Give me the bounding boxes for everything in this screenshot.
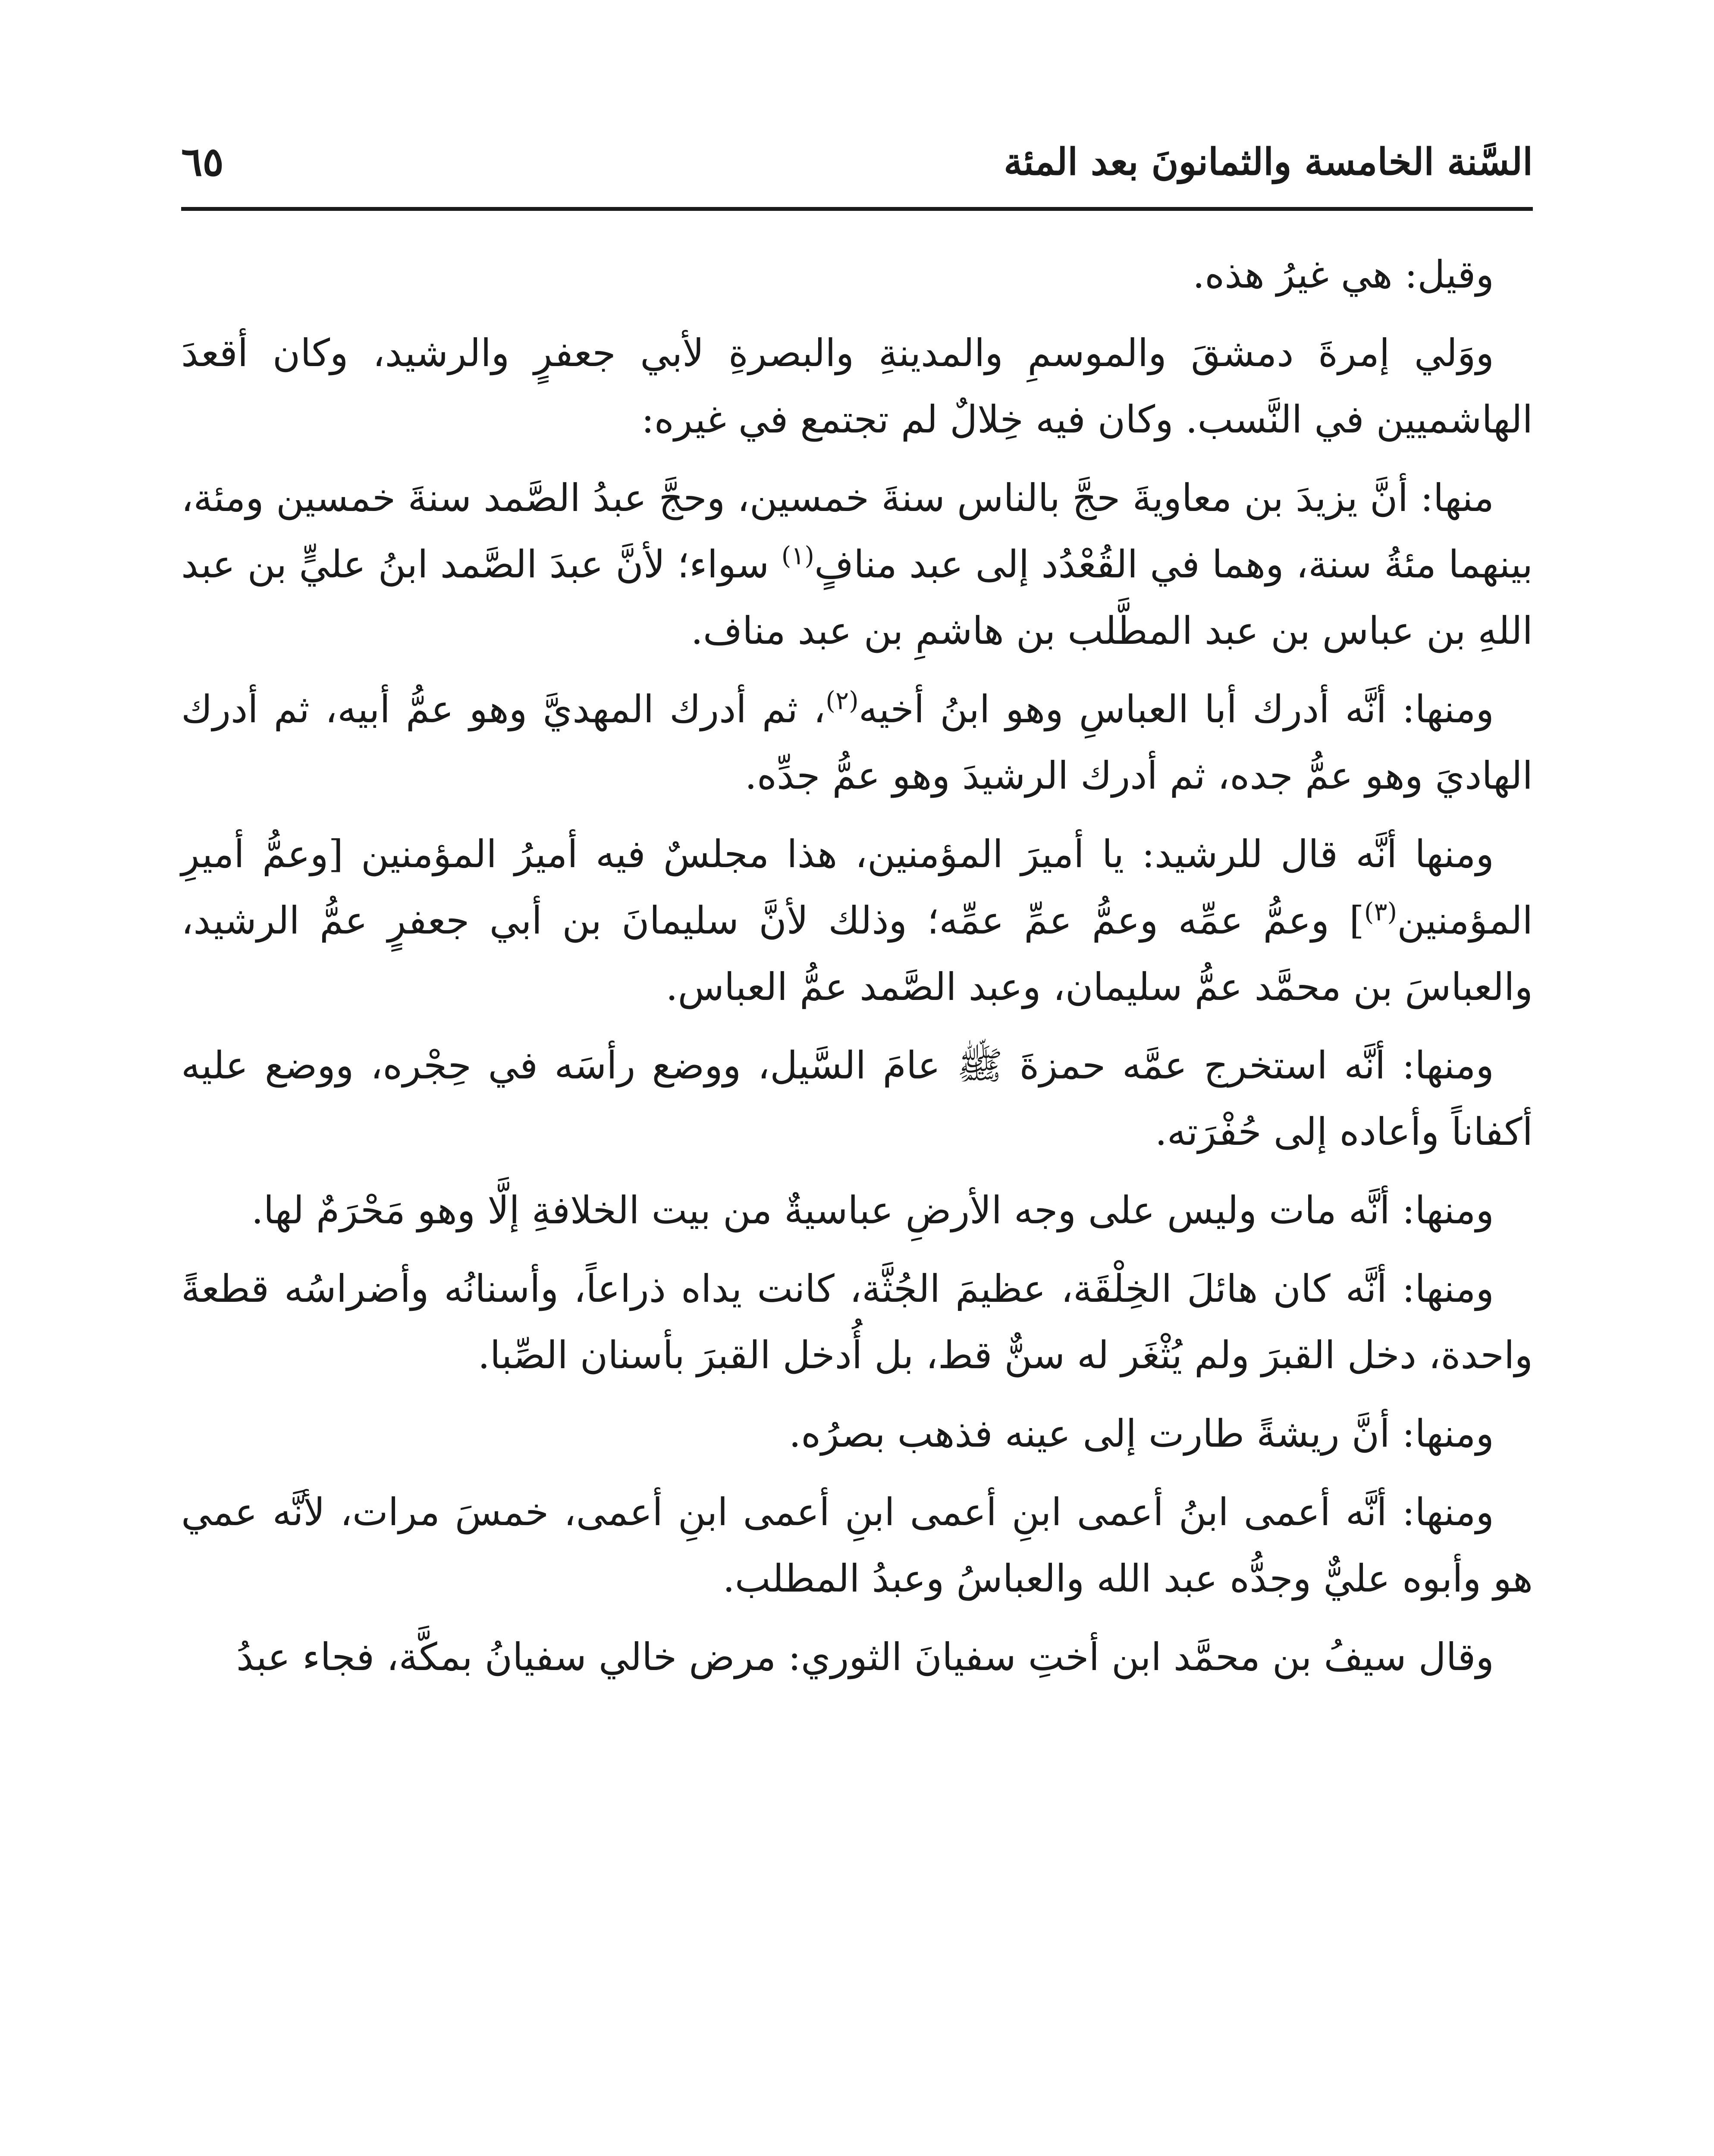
header-rule	[181, 207, 1533, 211]
footnote-ref[interactable]: (٣)	[1364, 897, 1397, 927]
paragraph: ووَلي إمرةَ دمشقَ والموسمِ والمدينةِ والبصرةِ لأبي جعفرٍ والرشيد، وكان أقعدَ الهاشميين في النَّسب. وكان فيه خِلالٌ لم تجتمع في غيره:	[181, 331, 1533, 442]
paragraph: وقال سيفُ بن محمَّد ابن أختِ سفيانَ الثوري: مرض خالي سفيانُ بمكَّة، فجاء عبدُ	[236, 1635, 1494, 1679]
paragraph: ومنها: أنَّه كان هائلَ الخِلْقَة، عظيمَ الجُثَّة، كانت يداه ذراعاً، وأسنانُه وأضراسُه قطعةً واحدة، دخل القبرَ ولم يُثْغَر له سنٌّ قط، بل أُدخل القبرَ بأسنان الصِّبا.	[181, 1266, 1533, 1377]
paragraph: ومنها: أنَّه أعمى ابنُ أعمى ابنِ أعمى ابنِ أعمى ابنِ أعمى، خمسَ مرات، لأنَّه عمي هو وأبوه عليٌّ وجدُّه عبد الله والعباسُ وعبدُ المطلب.	[181, 1490, 1533, 1601]
paragraph: ومنها: أنَّه مات وليس على وجه الأرضِ عباسيةٌ من بيت الخلافةِ إلَّا وهو مَحْرَمٌ لها.	[251, 1188, 1494, 1232]
paragraph: ومنها: أنَّ ريشةً طارت إلى عينه فذهب بصرُه.	[789, 1411, 1494, 1456]
paragraph: ومنها أنَّه قال للرشيد: يا أميرَ المؤمنين، هذا مجلسٌ فيه أميرُ المؤمنين [وعمُّ أميرِ المؤمنين$^{(٣)}$] وعمُّ عمِّه وعمُّ عمِّ عمِّه؛ وذلك لأنَّ سليمانَ بن أبي جعفرٍ عمُّ الرشيد، والعباسَ بن محمَّد عمُّ سليمان، وعبد الصَّمد عمُّ العباس.	[181, 832, 1533, 1009]
paragraph: ومنها: أنَّه أدرك أبا العباسِ وهو ابنُ أخيه$^{(٢)}$، ثم أدرك المهديَّ وهو عمُّ أبيه، ثم أدرك الهاديَ وهو عمُّ جده، ثم أدرك الرشيدَ وهو عمُّ جدِّه.	[181, 686, 1533, 798]
page-number: ٦٥	[181, 138, 224, 185]
running-title: السَّنة الخامسة والثمانونَ بعد المئة	[1004, 140, 1533, 184]
footnote-ref[interactable]: (١)	[781, 541, 814, 570]
paragraph: وقيل: هي غيرُ هذه.	[1193, 252, 1494, 297]
footnote-ref[interactable]: (٢)	[826, 686, 859, 715]
paragraph: ومنها: أنَّه استخرج عمَّه حمزةَ ﷺ عامَ السَّيل، ووضع رأسَه في حِجْره، ووضع عليه أكفاناً وأعاده إلى حُفْرَته.	[181, 1043, 1533, 1154]
paragraph: منها: أنَّ يزيدَ بن معاويةَ حجَّ بالناس سنةَ خمسين، وحجَّ عبدُ الصَّمد سنةَ خمسين ومئة، بينهما مئةُ سنة، وهما في القُعْدُد إلى عبد منافٍ$^{(١)}$ سواء؛ لأنَّ عبدَ الصَّمد ابنُ عليٍّ بن عبد اللهِ بن عباس بن عبد المطَّلب بن هاشمِ بن عبد مناف.	[181, 476, 1533, 653]
running-head	[181, 129, 1533, 194]
body-text	[181, 241, 1533, 1702]
